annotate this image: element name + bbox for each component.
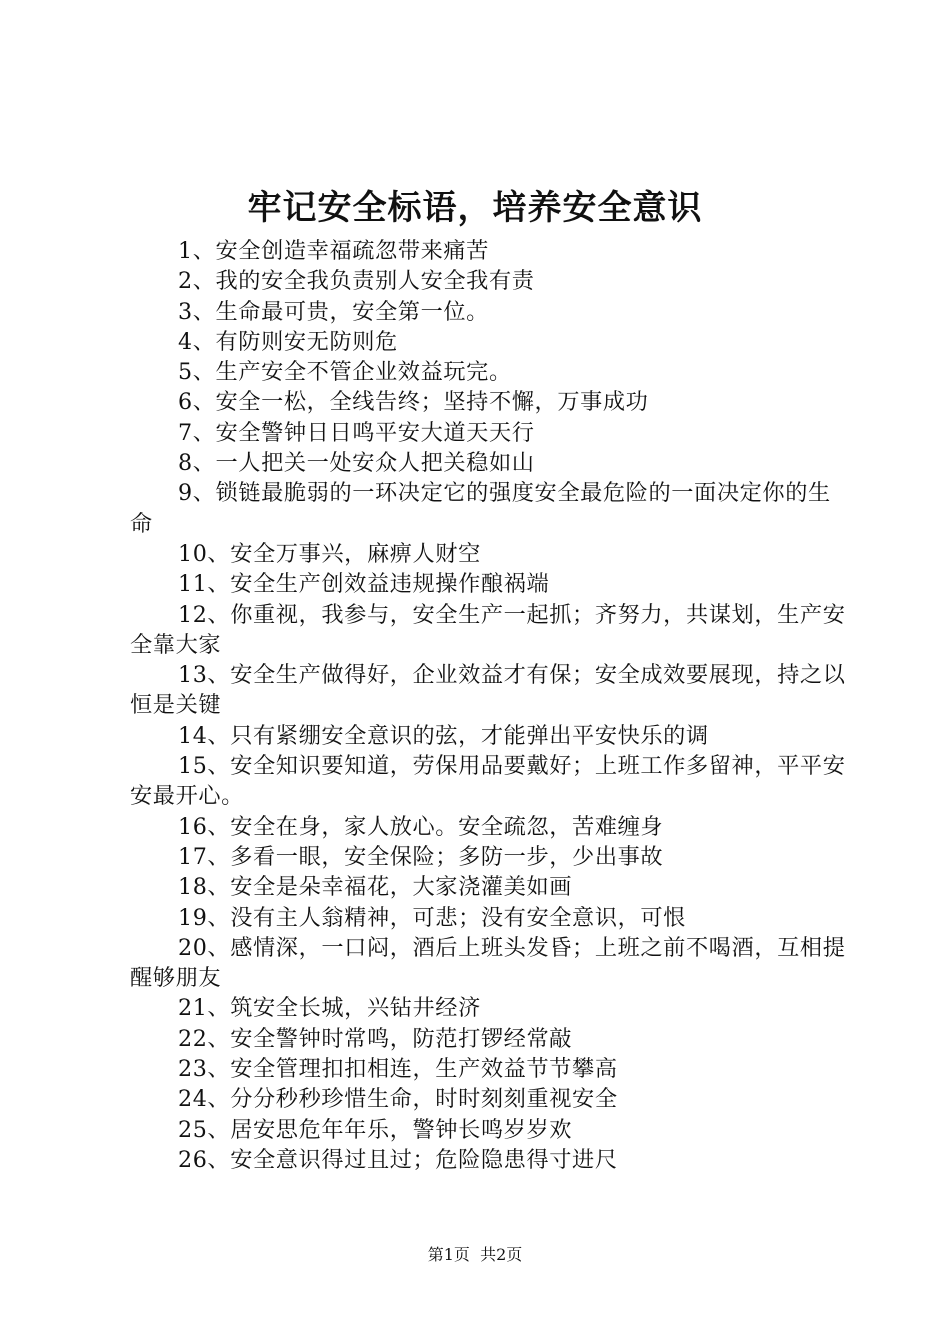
slogan-item: 25、居安思危年年乐，警钟长鸣岁岁欢 <box>178 1116 573 1143</box>
slogan-item: 11、安全生产创效益违规操作酿祸端 <box>178 571 550 598</box>
slogan-item: 15、安全知识要知道，劳保用品要戴好；上班工作多留神，平平安安最开心。 <box>130 753 846 810</box>
document-title: 牢记安全标语，培养安全意识 <box>247 188 703 228</box>
slogan-item: 3、生命最可贵，安全第一位。 <box>178 298 489 325</box>
slogan-list <box>130 236 850 1175</box>
slogan-item: 13、安全生产做得好，企业效益才有保；安全成效要展现，持之以恒是关键 <box>130 662 846 719</box>
slogan-item: 8、一人把关一处安众人把关稳如山 <box>178 450 535 477</box>
slogan-item: 6、安全一松，全线告终；坚持不懈，万事成功 <box>178 389 649 416</box>
slogan-item: 10、安全万事兴，麻痹人财空 <box>178 540 481 567</box>
slogan-item: 5、生产安全不管企业效益玩完。 <box>178 359 512 386</box>
slogan-item: 23、安全管理扣扣相连，生产效益节节攀高 <box>178 1056 618 1083</box>
slogan-item: 17、多看一眼，安全保险；多防一步，少出事故 <box>178 843 664 870</box>
slogan-item: 18、安全是朵幸福花，大家浇灌美如画 <box>178 874 573 901</box>
slogan-item: 14、只有紧绷安全意识的弦，才能弹出平安快乐的调 <box>178 722 709 749</box>
slogan-item: 9、锁链最脆弱的一环决定它的强度安全最危险的一面决定你的生命 <box>130 480 831 537</box>
slogan-item: 1、安全创造幸福疏忽带来痛苦 <box>178 238 489 264</box>
slogan-item: 7、安全警钟日日鸣平安大道天天行 <box>178 419 535 446</box>
slogan-item: 20、感情深，一口闷，酒后上班头发昏；上班之前不喝酒，互相提醒够朋友 <box>130 934 846 992</box>
slogan-item: 26、安全意识得过且过；危险隐患得寸进尺 <box>178 1146 618 1173</box>
slogan-item: 4、有防则安无防则危 <box>178 328 398 355</box>
page-footer: 第1页 共2页 <box>427 1245 523 1264</box>
slogan-item: 22、安全警钟时常鸣，防范打锣经常敲 <box>178 1025 573 1052</box>
slogan-item: 19、没有主人翁精神，可悲；没有安全意识，可恨 <box>178 904 686 931</box>
slogan-item: 21、筑安全长城，兴钻井经济 <box>178 995 481 1022</box>
slogan-item: 24、分分秒秒珍惜生命，时时刻刻重视安全 <box>178 1086 618 1113</box>
slogan-item: 16、安全在身，家人放心。安全疏忽，苦难缠身 <box>178 813 664 840</box>
slogan-item: 2、我的安全我负责别人安全我有责 <box>178 268 535 295</box>
slogan-item: 12、你重视，我参与，安全生产一起抓；齐努力，共谋划，生产安全靠大家 <box>130 601 846 658</box>
